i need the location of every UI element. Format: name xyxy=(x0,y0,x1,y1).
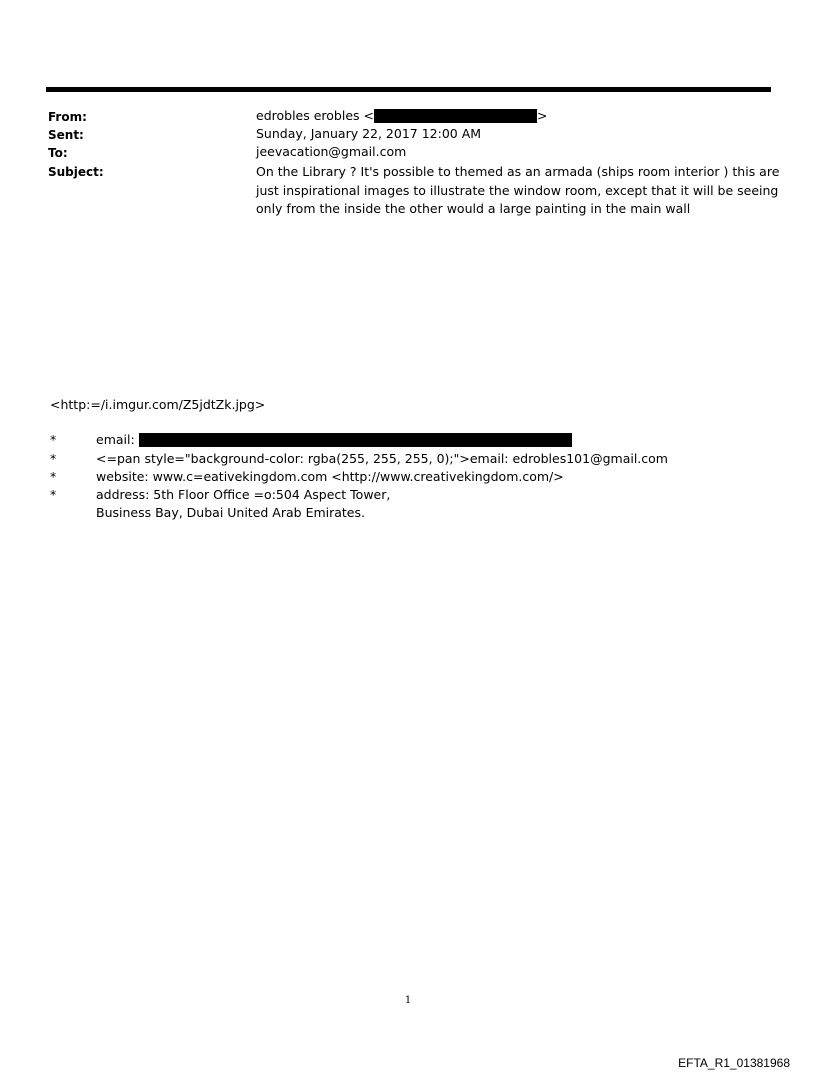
sent-label: Sent: xyxy=(48,128,84,142)
to-value: jeevacation@gmail.com xyxy=(256,144,407,159)
page-number: 1 xyxy=(404,995,412,1006)
subject-line: just inspirational images to illustrate the window room, except that it will be seeing xyxy=(256,182,779,198)
bates-number: EFTA_R1_01381968 xyxy=(678,1056,790,1070)
bullet-marker: * xyxy=(50,432,57,447)
subject-line: only from the inside the other would a large painting in the main wall xyxy=(256,201,691,216)
from-label: From: xyxy=(48,110,87,124)
from-name: edrobles erobles < xyxy=(256,108,374,123)
bullet-email-text: email: xyxy=(96,432,139,447)
header-rule xyxy=(46,87,771,92)
bullet-marker: * xyxy=(50,451,57,466)
bullet-marker: * xyxy=(50,487,57,502)
subject-label: Subject: xyxy=(48,165,104,179)
bullet-address: address: 5th Floor Office =o:504 Aspect Tower, xyxy=(96,487,391,502)
bullet-email xyxy=(96,431,572,449)
from-value-end: > xyxy=(536,108,548,123)
to-label: To: xyxy=(48,146,68,160)
address-continuation: Business Bay, Dubai United Arab Emirates. xyxy=(96,505,365,520)
bullet-website: website: www.c=eativekingdom.com <http://www.creativekingdom.com/> xyxy=(96,469,564,484)
redaction-block xyxy=(374,109,537,123)
from-value xyxy=(256,107,547,125)
subject-value xyxy=(256,163,780,219)
redaction-block xyxy=(139,433,572,447)
image-link: <http:=/i.imgur.com/Z5jdtZk.jpg> xyxy=(50,397,266,412)
subject-line: On the Library ? It's possible to themed as an armada (ships room interior ) this are xyxy=(256,164,780,179)
bullet-span-email: <=pan style="background-color: rgba(255, 255, 255, 0);">email: edrobles101@gmail.com xyxy=(96,451,668,466)
sent-value: Sunday, January 22, 2017 12:00 AM xyxy=(256,126,482,141)
bullet-marker: * xyxy=(50,469,57,484)
